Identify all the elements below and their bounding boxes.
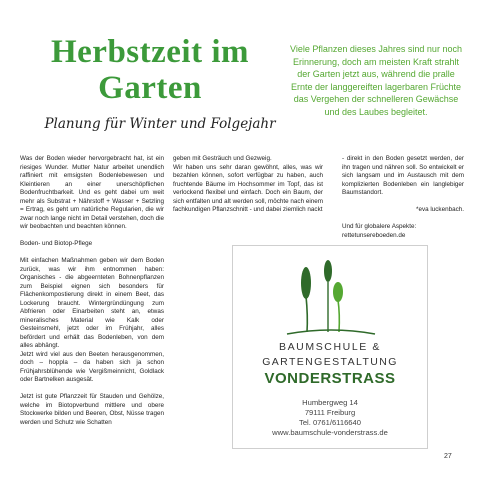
tree-trunk [306,296,307,332]
brand-name: VONDERSTRASS [264,370,396,387]
author-signature: *eva luckenbach. [416,206,464,213]
paragraph: geben mit Gesträuch und Gezweig. Wir haben uns sehr daran gewöhnt, alles, was wir bezahlen können, sofort verfügbar zu haben, auch fruchtende Bäume im Hochsommer im Topf, das ist verlockend flexibel und einfach. Doch ein Baum, der sich entfalten und alt werden soll, möchte nach einem fachkundigen Pflanzschnitt - und dabei ziemlich nackt [173,155,323,213]
paragraph: Und für globalere Aspekte: rettetunsereboeden.de [342,223,417,239]
advertisement-box [232,245,428,449]
page-number: 27 [444,453,452,460]
brand-line-1: BAUMSCHULE & [278,341,382,353]
tree-logo-icon [281,256,381,340]
article-title: Herbstzeit im Garten [50,34,249,106]
paragraph: Was der Boden wieder hervorgebracht hat, ist ein riesiges Wunder. Mutter Natur arbeitet unendlich raffiniert mit emsigsten Bodenlebewesen und Kleintieren an einer unerschöpflichen Bodenfruchtbarkeit. Und es geht dabei um weit mehr als Substrat + Nährstoff + Wasser + Setzling = Ertrag, es geht um natürliche Regularien, die wir zwar noch lange nicht im Detail verstehen, doch die wir beobachten und beachten können. [20,155,164,230]
paragraph: Mit einfachen Maßnahmen geben wir dem Boden zurück, was wir ihm entnommen haben: Organisches - die abgeernteten Bohnenpflanzen zum Beispiel eignen sich besonders für Flächenkompostierung direkt in einem Beet, das Lockerung braucht. Wintergründüngung zum Abfrieren oder Einarbeiten steht an, etwas mineralisches Material wie Kalk oder Gesteinsmehl, jetzt oder im Frühjahr, alles befördert und erhält das Bodenleben, von dem alles abhängt. Jetzt wird viel aus den Beeten herausgenommen, doch – hoppla – da haben sich ja schon Frühjahrsblühende wie Vergißmeinnicht, Goldlack oder Bartnelken ausgesät. [20,257,164,383]
address-city: 79111 Freiburg [304,408,356,417]
tree-crown [324,260,332,282]
article-subtitle: Planung für Winter und Folgejahr [44,116,276,132]
brand-line-2: GARTENGESTALTUNG [262,356,398,368]
section-heading: Boden- und Biotop-Pflege [20,240,93,247]
paragraph: - direkt in den Boden gesetzt werden, der ihn tragen und nähren soll. So entwickelt er sich langsam und im Austausch mit dem komplizierten Bodenleben ein langlebiger Baumstandort. [342,155,464,196]
ground-line [287,330,375,334]
pull-quote: Viele Pflanzen dieses Jahres sind nur noch Erinnerung, doch am meisten Kraft strahlt der Garten jetzt aus, während die pralle Ernte der langgereiften lagerbaren Früchte das Vergehen der schnelleren Gewächse und des Laubes begleitet. [290,44,462,117]
website-link[interactable]: www.baumschule-vonderstrass.de [272,428,388,437]
text-column-2 [173,155,323,223]
tree-trunk [338,300,339,332]
address-block [233,398,427,438]
text-column-1 [20,155,164,436]
paragraph: Jetzt ist gute Pflanzzeit für Stauden und Gehölze, welche im Biotopverbund mittlere und obere Stockwerke bilden und Beeren, Obst, Nüsse tragen werden und Schutz wie Schatten [20,393,164,426]
tree-crown [333,282,343,302]
address-street: Humbergweg 14 [302,398,358,407]
tree-crown [301,267,311,299]
phone: Tel. 0761/6116640 [299,418,361,427]
text-column-3 [342,155,464,249]
